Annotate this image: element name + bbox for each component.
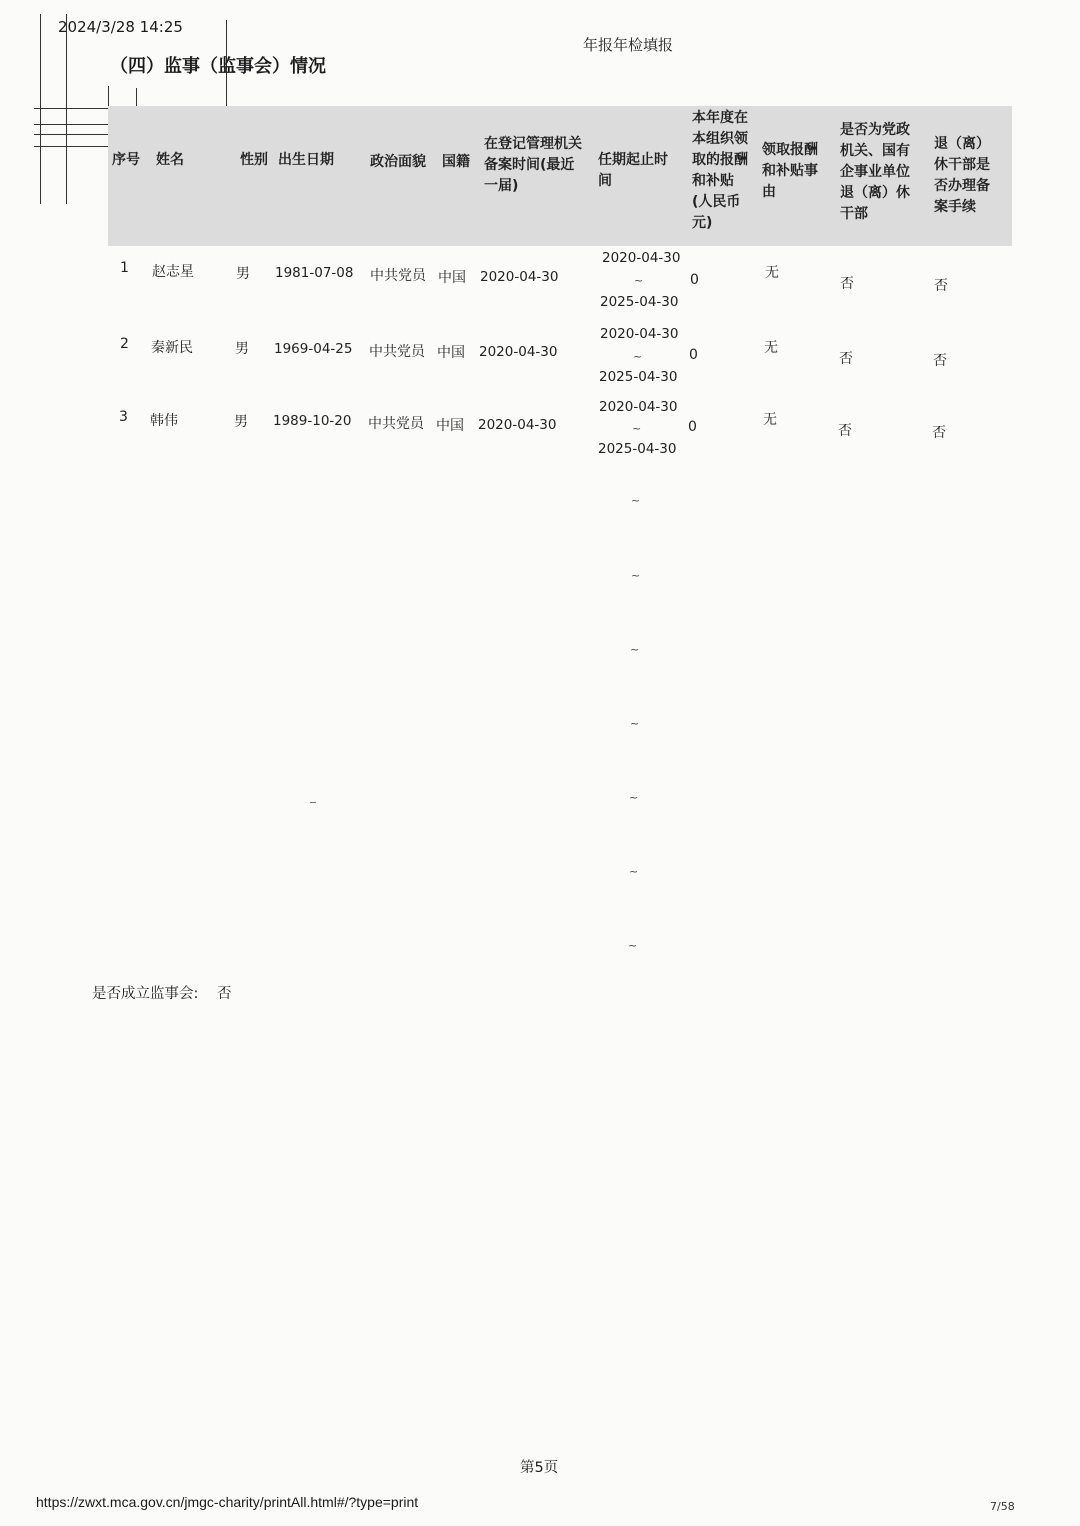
cell-birth: 1981-07-08	[275, 265, 354, 281]
scan-line	[40, 14, 41, 204]
cell-party: 中共党员	[369, 344, 425, 360]
cell-pay: 0	[689, 347, 698, 363]
cell-retired-filed: 否	[934, 278, 948, 294]
cell-is-retired: 否	[840, 276, 854, 292]
col-header-pay: 本年度在本组织领取的报酬和补贴(人民币元)	[692, 110, 748, 231]
cell-birth: 1969-04-25	[274, 341, 353, 357]
col-header-gender: 性别	[240, 152, 268, 168]
cell-gender: 男	[236, 266, 250, 282]
cell-nationality: 中国	[436, 418, 464, 434]
cell-no: 3	[119, 409, 128, 425]
cell-gender: 男	[235, 341, 249, 357]
cell-name: 赵志星	[152, 264, 194, 280]
supervisory-board-value: 否	[217, 986, 232, 1002]
scan-line	[66, 14, 67, 204]
cell-term-start: 2020-04-30	[602, 250, 681, 266]
cell-pay-reason: 无	[765, 265, 779, 281]
cell-term-end: 2025-04-30	[598, 441, 677, 457]
cell-term-start: 2020-04-30	[599, 399, 678, 415]
empty-row-tilde: ~	[629, 865, 639, 878]
empty-row-tilde: ~	[630, 717, 640, 730]
print-datetime: 2024/3/28 14:25	[58, 18, 183, 36]
col-header-no: 序号	[112, 152, 140, 168]
empty-row-tilde: ~	[628, 939, 638, 952]
col-header-pay-reason: 领取报酬和补贴事由	[762, 142, 818, 200]
supervisory-board-label: 是否成立监事会:	[92, 986, 199, 1002]
scan-dot	[310, 802, 316, 803]
col-header-filing-date: 在登记管理机关备案时间(最近一届)	[484, 136, 582, 194]
cell-party: 中共党员	[370, 268, 426, 284]
col-header-is-retired: 是否为党政机关、国有企事业单位退（离）休干部	[840, 122, 910, 222]
empty-row-tilde: ~	[630, 643, 640, 656]
cell-gender: 男	[234, 414, 248, 430]
cell-term-separator: ~	[634, 274, 644, 287]
col-header-retired-filed: 退（离）休干部是否办理备案手续	[934, 136, 990, 215]
cell-is-retired: 否	[838, 423, 852, 439]
cell-pay-reason: 无	[763, 412, 777, 428]
cell-filing-date: 2020-04-30	[480, 269, 559, 285]
col-header-birth: 出生日期	[278, 152, 334, 168]
cell-term-end: 2025-04-30	[599, 369, 678, 385]
supervisory-board-question	[92, 982, 232, 1003]
cell-no: 1	[120, 260, 129, 276]
cell-name: 韩伟	[150, 413, 178, 429]
empty-row-tilde: ~	[631, 569, 641, 582]
cell-filing-date: 2020-04-30	[478, 417, 557, 433]
col-header-name: 姓名	[156, 152, 184, 168]
table-header	[108, 106, 1012, 246]
cell-pay: 0	[688, 419, 697, 435]
cell-no: 2	[120, 336, 129, 352]
empty-row-tilde: ~	[631, 494, 641, 507]
cell-term-separator: ~	[632, 422, 642, 435]
col-header-party: 政治面貌	[370, 154, 426, 170]
cell-retired-filed: 否	[932, 425, 946, 441]
cell-filing-date: 2020-04-30	[479, 344, 558, 360]
cell-pay-reason: 无	[764, 340, 778, 356]
col-header-term: 任期起止时间	[598, 152, 668, 189]
cell-nationality: 中国	[437, 345, 465, 361]
cell-term-separator: ~	[633, 350, 643, 363]
document-header: 年报年检填报	[583, 36, 674, 54]
cell-pay: 0	[690, 272, 699, 288]
col-header-nationality: 国籍	[442, 154, 470, 170]
cell-name: 秦新民	[151, 340, 193, 356]
section-title: （四）监事（监事会）情况	[110, 56, 326, 77]
cell-retired-filed: 否	[933, 353, 947, 369]
cell-nationality: 中国	[438, 270, 466, 286]
page-number: 第5页	[520, 1460, 559, 1476]
cell-party: 中共党员	[368, 416, 424, 432]
cell-term-start: 2020-04-30	[600, 326, 679, 342]
page-fraction: 7/58	[990, 1500, 1015, 1513]
cell-term-end: 2025-04-30	[600, 294, 679, 310]
cell-birth: 1989-10-20	[273, 413, 352, 429]
empty-row-tilde: ~	[629, 791, 639, 804]
cell-is-retired: 否	[839, 351, 853, 367]
print-url: https://zwxt.mca.gov.cn/jmgc-charity/printAll.html#/?type=print	[36, 1494, 419, 1510]
